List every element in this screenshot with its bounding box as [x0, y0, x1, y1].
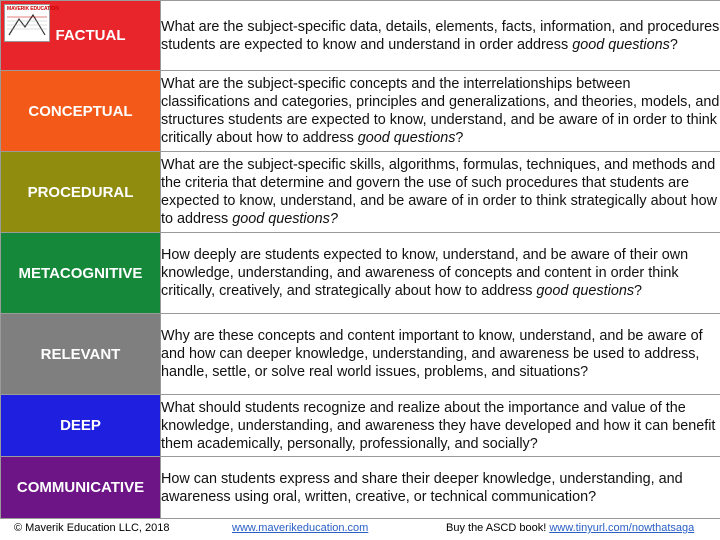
- row-label: RELEVANT: [40, 345, 121, 363]
- row-label-cell: [1, 233, 161, 314]
- row-label: DEEP: [60, 417, 101, 434]
- copyright-text: © Maverik Education LLC, 2018: [14, 522, 170, 534]
- row-label-cell: [1, 457, 161, 519]
- book-promo: [446, 522, 694, 534]
- row-question: Why are these concepts and content important to know, understand, and be aware of and how can deeper knowledge, understanding, and awareness be used to address, handle, settle, or solve real world issues, problems, and situations?: [161, 314, 720, 395]
- row-label: FACTUAL: [55, 27, 126, 44]
- row-label: CONCEPTUAL: [28, 102, 133, 120]
- maverik-logo: [4, 4, 59, 42]
- table-row: [1, 457, 720, 519]
- row-label-cell: [1, 152, 161, 233]
- row-label: PROCEDURAL: [27, 183, 134, 201]
- row-question: What are the subject-specific data, details, elements, facts, information, and procedures students are expected to know and understand in order address good questions?: [161, 1, 720, 71]
- row-question: What should students recognize and realize about the importance and value of the knowledge, understanding, and awareness they have developed and how it can benefit them academically, personally, professionally, and socially?: [161, 395, 720, 457]
- footer: [0, 518, 720, 540]
- table-row: [1, 233, 720, 314]
- logo-text: MAVERIK EDUCATION: [7, 6, 59, 12]
- row-label-cell: [1, 1, 161, 71]
- website-link[interactable]: www.maverikeducation.com: [232, 522, 369, 534]
- row-question: What are the subject-specific concepts and the interrelationships between classifications and categories, principles and generalizations, and theories, models, and structures students are expected to know, understand, and be aware of in order to think critically about how to address good questions?: [161, 71, 720, 152]
- row-question: How can students express and share their deeper knowledge, understanding, and awareness using oral, written, creative, or technical communication?: [161, 457, 720, 519]
- table-row: [1, 152, 720, 233]
- row-label-cell: [1, 395, 161, 457]
- row-label: METACOGNITIVE: [18, 264, 143, 282]
- row-question: How deeply are students expected to know, understand, and be aware of their own knowledge, understanding, and awareness of concepts and content in order think critically, creatively, and strategically about how to address good questions?: [161, 233, 720, 314]
- table-row: [1, 395, 720, 457]
- table-row: [1, 314, 720, 395]
- row-question: What are the subject-specific skills, algorithms, formulas, techniques, and methods and the criteria that determine and govern the use of such procedures that students are expected to know, understand, and be aware of in order to think strategically about how to address good questions?: [161, 152, 720, 233]
- row-label-cell: [1, 71, 161, 152]
- book-promo-text: Buy the ASCD book!: [446, 522, 550, 534]
- row-label-cell: [1, 314, 161, 395]
- table-row: [1, 1, 720, 71]
- book-link[interactable]: www.tinyurl.com/nowthatsaga: [549, 522, 695, 534]
- table-row: [1, 71, 720, 152]
- row-label: COMMUNICATIVE: [16, 479, 145, 496]
